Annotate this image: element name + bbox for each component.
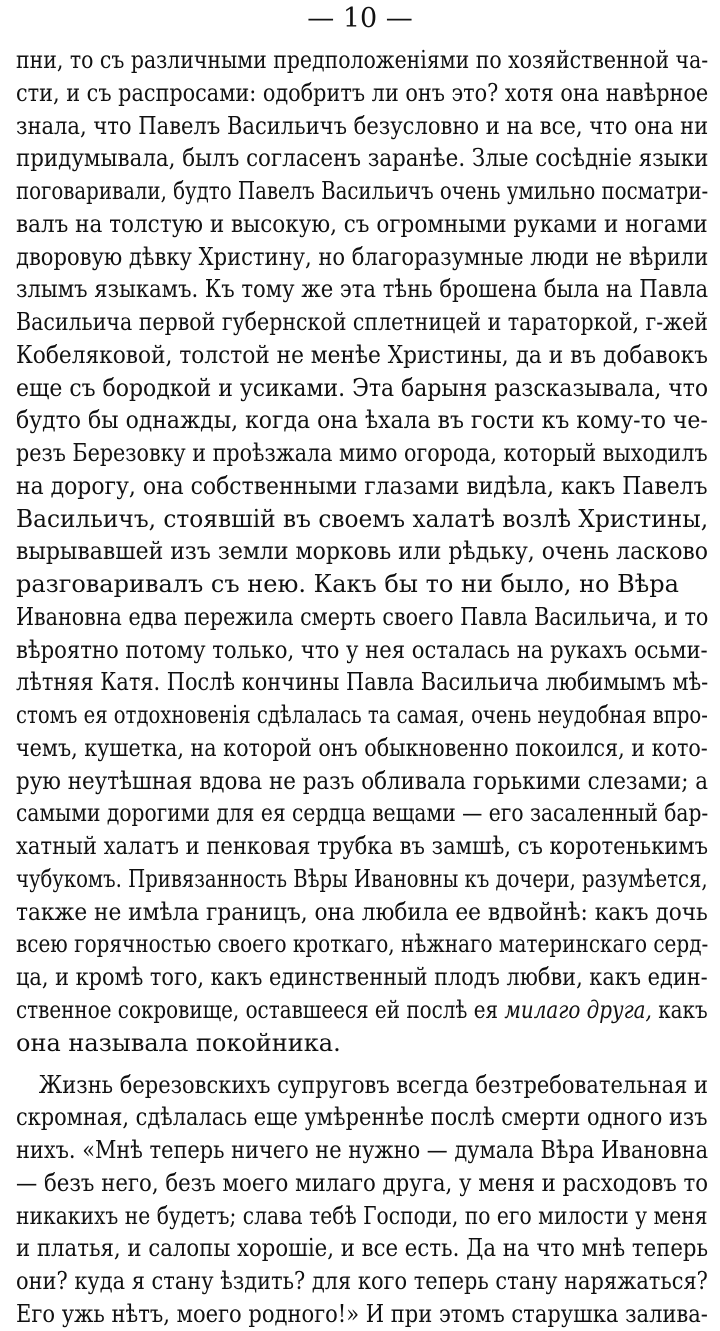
text-line: никакихъ не будетъ; слава тебѣ Господи, по его милости у меня — [16, 1201, 708, 1230]
text-line: вырывавшей изъ земли морковь или рѣдьку, очень ласково — [16, 537, 709, 566]
text-line-with-italic — [16, 994, 708, 1027]
text-line: она называла покойника. — [16, 1028, 341, 1057]
text-line: скромная, сдѣлалась еще умѣреннѣе послѣ смерти одного изъ — [16, 1103, 708, 1132]
text-line: придумывала, былъ согласенъ заранѣе. Злые сосѣдніе языки — [16, 144, 709, 173]
text-line: чемъ, кушетка, на которой онъ обыкновенно покоился, и кото- — [16, 733, 708, 762]
text-line: ца, и кромѣ того, какъ единственный плодъ любви, какъ един- — [16, 963, 708, 991]
text-line: разговаривалъ съ нею. Какъ бы то ни было, но Вѣра — [16, 570, 679, 598]
page-number: — 10 — — [307, 3, 413, 34]
text-line: также не имѣла границъ, она любила ее вдвойнѣ: какъ дочь — [16, 897, 708, 926]
text-line: знала, что Павелъ Васильичъ безусловно и на все, что она ни — [16, 111, 709, 140]
text-line: рую неутѣшная вдова не разъ обливала горькими слезами; а — [16, 766, 709, 795]
text-line: резъ Березовку и проѣзжала мимо огорода, который выходилъ — [16, 439, 708, 467]
text-line: они? куда я стану ѣздить? для кого теперь стану наряжаться? — [16, 1267, 708, 1295]
text-line: сти, и съ распросами: одобритъ ли онъ это? хотя она навѣрное — [16, 78, 709, 107]
text-line: — безъ него, безъ моего милаго друга, у меня и расходовъ то — [16, 1168, 709, 1197]
text-line: Ивановна едва пережила смерть своего Павла Васильича, и то — [16, 602, 709, 631]
text-line: валъ на толстую и высокую, съ огромными руками и ногами — [16, 209, 708, 238]
text-line: всею горячностью своего кроткаго, нѣжнаго материнскаго серд- — [16, 930, 709, 959]
paragraph-start-line: Жизнь березовскихъ супруговъ всегда безтребовательная и — [38, 1071, 708, 1100]
text-line: лѣтняя Катя. Послѣ кончины Павла Васильича любимымъ мѣ- — [16, 668, 709, 697]
text-line: нихъ. «Мнѣ теперь ничего не нужно — думала Вѣра Ивановна — [16, 1136, 709, 1164]
text-line: на дорогу, она собственными глазами видѣла, какъ Павелъ — [16, 471, 708, 500]
text-line: Васильичъ, стоявшій въ своемъ халатѣ возлѣ Христины, — [16, 504, 709, 533]
italic-phrase: милаго друга, — [504, 995, 652, 1024]
text-line: самыми дорогими для ея сердца вещами — его засаленный бар- — [16, 799, 709, 828]
text-line: Кобеляковой, толстой не менѣе Христины, да и въ добавокъ — [16, 340, 708, 369]
text-line: еще съ бородкой и усиками. Эта барыня разсказывала, что — [16, 373, 709, 402]
text-line: стомъ ея отдохновенія сдѣлалась та самая, очень неудобная впро- — [16, 701, 708, 729]
text-line: злымъ языкамъ. Къ тому же эта тѣнь брошена была на Павла — [16, 275, 709, 304]
body-text — [16, 44, 708, 1331]
text-line: дворовую дѣвку Христину, но благоразумные люди не вѣрили — [16, 242, 709, 271]
text-line: будто бы однажды, когда она ѣхала въ гости къ кому-то че- — [16, 406, 708, 435]
text-line: хатный халатъ и пенковая трубка въ замшѣ, съ коротенькимъ — [16, 832, 709, 860]
text-line: поговаривали, будто Павелъ Васильичъ очень умильно посматри- — [16, 177, 709, 205]
text-line: Его ужь нѣтъ, моего родного!» И при этомъ старушка залива- — [16, 1299, 708, 1328]
text-line: Васильича первой губернской сплетницей и тараторкой, г-жей — [16, 308, 708, 336]
text-line: вѣроятно потому только, что у нея осталась на рукахъ осьми- — [16, 635, 708, 664]
text-line: чубукомъ. Привязанность Вѣры Ивановны къ дочери, разумѣется, — [16, 864, 708, 893]
text-line: пни, то съ различными предположеніями по хозяйственной ча- — [16, 46, 709, 74]
text-segment: какъ — [651, 995, 708, 1024]
text-segment: ственное сокровище, оставшееся ей послѣ ея — [16, 995, 505, 1024]
text-line: и платья, и салопы хорошіе, и все есть. Да на что мнѣ теперь — [16, 1234, 709, 1263]
